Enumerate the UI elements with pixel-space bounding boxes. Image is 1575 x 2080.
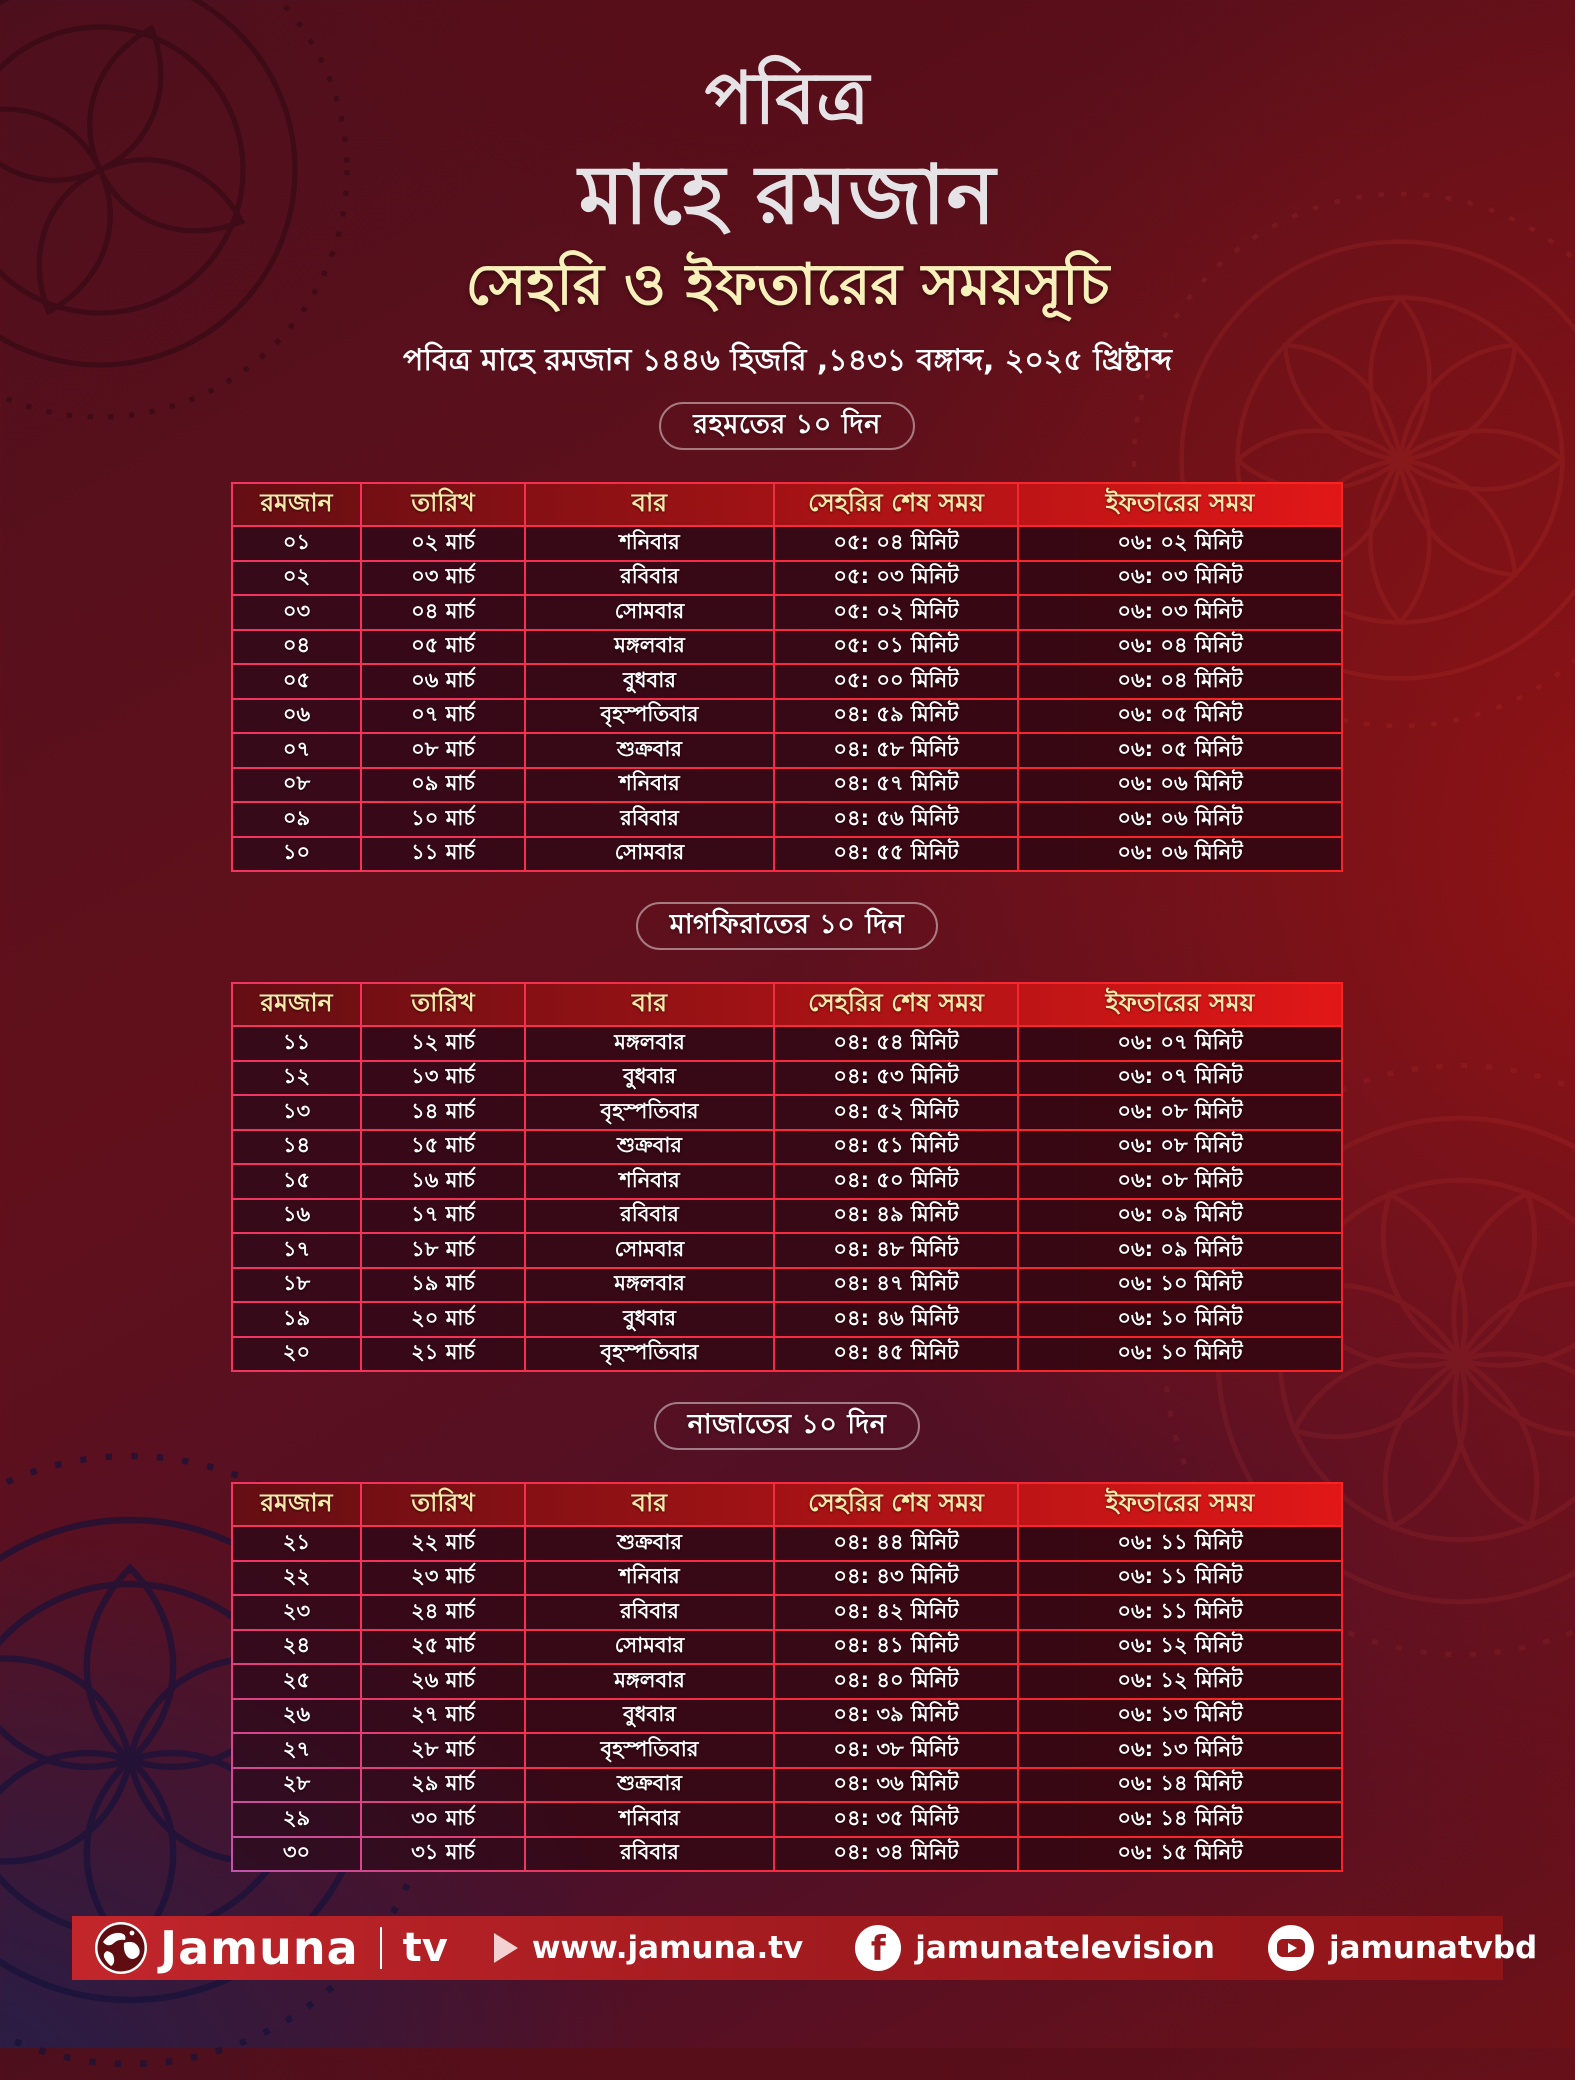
table-cell: ০৪: ৫১ মিনিট xyxy=(775,1131,1017,1164)
table-cell: ৩০ মার্চ xyxy=(362,1803,524,1836)
table-cell: ০৬: ১১ মিনিট xyxy=(1019,1596,1341,1629)
table-cell: ০৪: ৫২ মিনিট xyxy=(775,1096,1017,1129)
website-text: www.jamuna.tv xyxy=(532,1930,803,1966)
table-cell: ২৭ মার্চ xyxy=(362,1700,524,1733)
table-cell: ০৪: ৪৩ মিনিট xyxy=(775,1562,1017,1595)
table-cell: ০৪: ৫৮ মিনিট xyxy=(775,734,1017,767)
website-group xyxy=(494,1930,803,1966)
facebook-icon: f xyxy=(855,1925,901,1971)
table-cell: ০৬: ১০ মিনিট xyxy=(1019,1303,1341,1336)
facebook-handle: jamunatelevision xyxy=(915,1930,1215,1966)
table-cell: ১০ xyxy=(233,838,360,871)
table-cell: ০৬: ০৪ মিনিট xyxy=(1019,665,1341,698)
logo-text: Jamuna xyxy=(160,1925,359,1971)
timetable xyxy=(231,1482,1343,1872)
table-cell: ১৪ মার্চ xyxy=(362,1096,524,1129)
table-cell: শুক্রবার xyxy=(526,1131,773,1164)
table-cell: ০৬: ০৮ মিনিট xyxy=(1019,1096,1341,1129)
youtube-group xyxy=(1267,1924,1537,1972)
table-cell: ২০ xyxy=(233,1338,360,1371)
table-cell: ০৪: ৫৯ মিনিট xyxy=(775,700,1017,733)
table-cell: বুধবার xyxy=(526,1700,773,1733)
table-cell: ২১ মার্চ xyxy=(362,1338,524,1371)
title-line1: পবিত্র xyxy=(0,44,1575,164)
section-badge-row xyxy=(231,902,1343,950)
col-header: রমজান xyxy=(233,484,360,525)
table-cell: ২৮ xyxy=(233,1769,360,1802)
table-cell: ১৩ মার্চ xyxy=(362,1062,524,1095)
table-cell: ১৪ xyxy=(233,1131,360,1164)
table-cell: ০৮ মার্চ xyxy=(362,734,524,767)
table-cell: ০২ xyxy=(233,562,360,595)
youtube-handle: jamunatvbd xyxy=(1329,1930,1537,1966)
table-cell: ২০ মার্চ xyxy=(362,1303,524,1336)
table-cell: মঙ্গলবার xyxy=(526,631,773,664)
table-cell: ২৪ মার্চ xyxy=(362,1596,524,1629)
table-cell: বুধবার xyxy=(526,1062,773,1095)
section-badge: মাগফিরাতের ১০ দিন xyxy=(636,902,939,950)
table-cell: ০৪: ৩৪ মিনিট xyxy=(775,1838,1017,1871)
table-cell: ০৪ xyxy=(233,631,360,664)
table-cell: ২৯ মার্চ xyxy=(362,1769,524,1802)
year-tagline: পবিত্র মাহে রমজান ১৪৪৬ হিজরি ,১৪৩১ বঙ্গাব্দ, ২০২৫ খ্রিষ্টাব্দ xyxy=(0,336,1575,387)
table-cell: ১৫ xyxy=(233,1165,360,1198)
table-cell: ০৪: ৩৫ মিনিট xyxy=(775,1803,1017,1836)
table-cell: ০৪: ৪৮ মিনিট xyxy=(775,1234,1017,1267)
table-cell: ২৩ মার্চ xyxy=(362,1562,524,1595)
table-cell: ০৬: ১১ মিনিট xyxy=(1019,1527,1341,1560)
table-cell: ১৯ xyxy=(233,1303,360,1336)
table-cell: ১০ মার্চ xyxy=(362,803,524,836)
section-badge: রহমতের ১০ দিন xyxy=(659,402,914,450)
section-badge: নাজাতের ১০ দিন xyxy=(654,1402,921,1450)
table-cell: ০৬: ০৮ মিনিট xyxy=(1019,1165,1341,1198)
table-cell: ০৬: ০২ মিনিট xyxy=(1019,527,1341,560)
logo-tv: tv xyxy=(403,1928,448,1968)
table-cell: ০৯ xyxy=(233,803,360,836)
table-cell: বৃহস্পতিবার xyxy=(526,1338,773,1371)
table-cell: ০৬: ১২ মিনিট xyxy=(1019,1665,1341,1698)
table-cell: ০৬: ১৩ মিনিট xyxy=(1019,1734,1341,1767)
table-cell: ০৪: ৪৬ মিনিট xyxy=(775,1303,1017,1336)
table-cell: শুক্রবার xyxy=(526,1527,773,1560)
table-cell: ০২ মার্চ xyxy=(362,527,524,560)
table-cell: ০৪: ৫৬ মিনিট xyxy=(775,803,1017,836)
table-cell: ১৬ xyxy=(233,1200,360,1233)
table-cell: শনিবার xyxy=(526,1803,773,1836)
table-cell: ১৭ মার্চ xyxy=(362,1200,524,1233)
table-cell: ০৬: ০৭ মিনিট xyxy=(1019,1062,1341,1095)
table-cell: ০৪: ৪৯ মিনিট xyxy=(775,1200,1017,1233)
col-header: ইফতারের সময় xyxy=(1019,1484,1341,1525)
table-cell: ১৬ মার্চ xyxy=(362,1165,524,1198)
section-badge-row xyxy=(231,1402,1343,1450)
table-cell: ০৬: ১১ মিনিট xyxy=(1019,1562,1341,1595)
table-cell: ০৪: ৪৫ মিনিট xyxy=(775,1338,1017,1371)
table-cell: ০৬: ১০ মিনিট xyxy=(1019,1269,1341,1302)
table-cell: ২৭ xyxy=(233,1734,360,1767)
table-cell: বৃহস্পতিবার xyxy=(526,1096,773,1129)
table-cell: ২১ xyxy=(233,1527,360,1560)
table-cell: ২৬ xyxy=(233,1700,360,1733)
table-cell: শনিবার xyxy=(526,769,773,802)
table-cell: ২৬ মার্চ xyxy=(362,1665,524,1698)
table-cell: বৃহস্পতিবার xyxy=(526,700,773,733)
table-cell: ০৬: ০৪ মিনিট xyxy=(1019,631,1341,664)
table-cell: ২৪ xyxy=(233,1631,360,1664)
table-cell: ০৬: ০৯ মিনিট xyxy=(1019,1234,1341,1267)
table-cell: ১৮ xyxy=(233,1269,360,1302)
col-header: রমজান xyxy=(233,984,360,1025)
title-line2: মাহে রমজান xyxy=(0,132,1575,269)
table-cell: ০৪: ৩৮ মিনিট xyxy=(775,1734,1017,1767)
table-cell: ২২ মার্চ xyxy=(362,1527,524,1560)
col-header: তারিখ xyxy=(362,984,524,1025)
table-cell: ১২ মার্চ xyxy=(362,1027,524,1060)
table-cell: ০৪: ৫৭ মিনিট xyxy=(775,769,1017,802)
table-cell: ০৪: ৪২ মিনিট xyxy=(775,1596,1017,1629)
table-cell: ০৪ মার্চ xyxy=(362,596,524,629)
table-cell: শুক্রবার xyxy=(526,1769,773,1802)
table-cell: ০৫: ০৪ মিনিট xyxy=(775,527,1017,560)
table-cell: শনিবার xyxy=(526,1165,773,1198)
table-cell: ১৮ মার্চ xyxy=(362,1234,524,1267)
table-cell: ০৪: ৩৯ মিনিট xyxy=(775,1700,1017,1733)
sections xyxy=(231,402,1343,1902)
jamuna-logo xyxy=(94,1921,448,1975)
table-cell: ০৬: ১০ মিনিট xyxy=(1019,1338,1341,1371)
col-header: ইফতারের সময় xyxy=(1019,484,1341,525)
table-cell: রবিবার xyxy=(526,562,773,595)
col-header: তারিখ xyxy=(362,484,524,525)
table-cell: ০১ xyxy=(233,527,360,560)
table-cell: ২৩ xyxy=(233,1596,360,1629)
table-cell: ১৭ xyxy=(233,1234,360,1267)
table-cell: ০৮ xyxy=(233,769,360,802)
col-header: সেহরির শেষ সময় xyxy=(775,984,1017,1025)
facebook-group xyxy=(855,1925,1215,1971)
table-cell: ০৫: ০৩ মিনিট xyxy=(775,562,1017,595)
table-cell: ০৪: ৫০ মিনিট xyxy=(775,1165,1017,1198)
table-cell: ০৬: ০৫ মিনিট xyxy=(1019,700,1341,733)
table-cell: ০৪: ৪৭ মিনিট xyxy=(775,1269,1017,1302)
table-cell: ০৬: ০৬ মিনিট xyxy=(1019,803,1341,836)
table-cell: ০৫ xyxy=(233,665,360,698)
table-cell: ১৫ মার্চ xyxy=(362,1131,524,1164)
table-cell: রবিবার xyxy=(526,1838,773,1871)
table-cell: ০৫ মার্চ xyxy=(362,631,524,664)
footer-bar xyxy=(72,1916,1503,1980)
table-cell: ০৬: ০৬ মিনিট xyxy=(1019,769,1341,802)
table-cell: ২৮ মার্চ xyxy=(362,1734,524,1767)
timetable xyxy=(231,482,1343,872)
table-cell: ০৬: ০৬ মিনিট xyxy=(1019,838,1341,871)
table-cell: ১৯ মার্চ xyxy=(362,1269,524,1302)
table-cell: ০৬: ০৫ মিনিট xyxy=(1019,734,1341,767)
col-header: ইফতারের সময় xyxy=(1019,984,1341,1025)
table-cell: ০৬: ০৩ মিনিট xyxy=(1019,596,1341,629)
table-cell: ০৬ xyxy=(233,700,360,733)
table-cell: ০৫: ০০ মিনিট xyxy=(775,665,1017,698)
table-cell: রবিবার xyxy=(526,1596,773,1629)
table-cell: ৩০ xyxy=(233,1838,360,1871)
table-cell: ০৪: ৩৬ মিনিট xyxy=(775,1769,1017,1802)
table-cell: ০৪: ৪০ মিনিট xyxy=(775,1665,1017,1698)
table-cell: ১৩ xyxy=(233,1096,360,1129)
table-cell: রবিবার xyxy=(526,803,773,836)
table-cell: ২৯ xyxy=(233,1803,360,1836)
table-cell: ০৯ মার্চ xyxy=(362,769,524,802)
table-cell: সোমবার xyxy=(526,1234,773,1267)
table-cell: বুধবার xyxy=(526,665,773,698)
table-cell: ০৩ মার্চ xyxy=(362,562,524,595)
logo-divider xyxy=(380,1927,382,1969)
table-cell: ১১ মার্চ xyxy=(362,838,524,871)
table-cell: মঙ্গলবার xyxy=(526,1665,773,1698)
col-header: বার xyxy=(526,484,773,525)
section-badge-row xyxy=(231,402,1343,450)
col-header: তারিখ xyxy=(362,1484,524,1525)
table-cell: শনিবার xyxy=(526,527,773,560)
table-cell: শনিবার xyxy=(526,1562,773,1595)
table-cell: ০৪: ৫৫ মিনিট xyxy=(775,838,1017,871)
play-icon xyxy=(494,1933,518,1963)
table-cell: ১১ xyxy=(233,1027,360,1060)
table-cell: ০৬: ১৪ মিনিট xyxy=(1019,1803,1341,1836)
table-cell: ২৫ মার্চ xyxy=(362,1631,524,1664)
table-cell: ০৬: ১৩ মিনিট xyxy=(1019,1700,1341,1733)
table-cell: ০৪: ৫৩ মিনিট xyxy=(775,1062,1017,1095)
table-cell: ০৫: ০২ মিনিট xyxy=(775,596,1017,629)
table-cell: ২৫ xyxy=(233,1665,360,1698)
table-cell: ০৬: ০৮ মিনিট xyxy=(1019,1131,1341,1164)
table-cell: ০৬: ০৭ মিনিট xyxy=(1019,1027,1341,1060)
table-cell: মঙ্গলবার xyxy=(526,1269,773,1302)
table-cell: সোমবার xyxy=(526,838,773,871)
globe-icon xyxy=(94,1921,148,1975)
table-cell: ০৬: ১৪ মিনিট xyxy=(1019,1769,1341,1802)
timetable xyxy=(231,982,1343,1372)
youtube-icon xyxy=(1267,1924,1315,1972)
table-cell: ০৪: ৫৪ মিনিট xyxy=(775,1027,1017,1060)
table-cell: বুধবার xyxy=(526,1303,773,1336)
table-cell: সোমবার xyxy=(526,1631,773,1664)
table-cell: ০৬: ০৩ মিনিট xyxy=(1019,562,1341,595)
col-header: সেহরির শেষ সময় xyxy=(775,1484,1017,1525)
table-cell: ০৪: ৪৪ মিনিট xyxy=(775,1527,1017,1560)
table-cell: ১২ xyxy=(233,1062,360,1095)
col-header: রমজান xyxy=(233,1484,360,1525)
table-cell: ০৭ xyxy=(233,734,360,767)
schedule-heading: সেহরি ও ইফতারের সময়সূচি xyxy=(0,242,1575,337)
table-cell: ০৬: ১৫ মিনিট xyxy=(1019,1838,1341,1871)
table-cell: সোমবার xyxy=(526,596,773,629)
table-cell: ০৬: ০৯ মিনিট xyxy=(1019,1200,1341,1233)
table-cell: ২২ xyxy=(233,1562,360,1595)
table-cell: মঙ্গলবার xyxy=(526,1027,773,1060)
col-header: বার xyxy=(526,1484,773,1525)
table-cell: রবিবার xyxy=(526,1200,773,1233)
col-header: বার xyxy=(526,984,773,1025)
col-header: সেহরির শেষ সময় xyxy=(775,484,1017,525)
table-cell: ৩১ মার্চ xyxy=(362,1838,524,1871)
table-cell: বৃহস্পতিবার xyxy=(526,1734,773,1767)
table-cell: ০৪: ৪১ মিনিট xyxy=(775,1631,1017,1664)
table-cell: ০৭ মার্চ xyxy=(362,700,524,733)
table-cell: শুক্রবার xyxy=(526,734,773,767)
table-cell: ০৫: ০১ মিনিট xyxy=(775,631,1017,664)
table-cell: ০৬: ১২ মিনিট xyxy=(1019,1631,1341,1664)
table-cell: ০৩ xyxy=(233,596,360,629)
table-cell: ০৬ মার্চ xyxy=(362,665,524,698)
